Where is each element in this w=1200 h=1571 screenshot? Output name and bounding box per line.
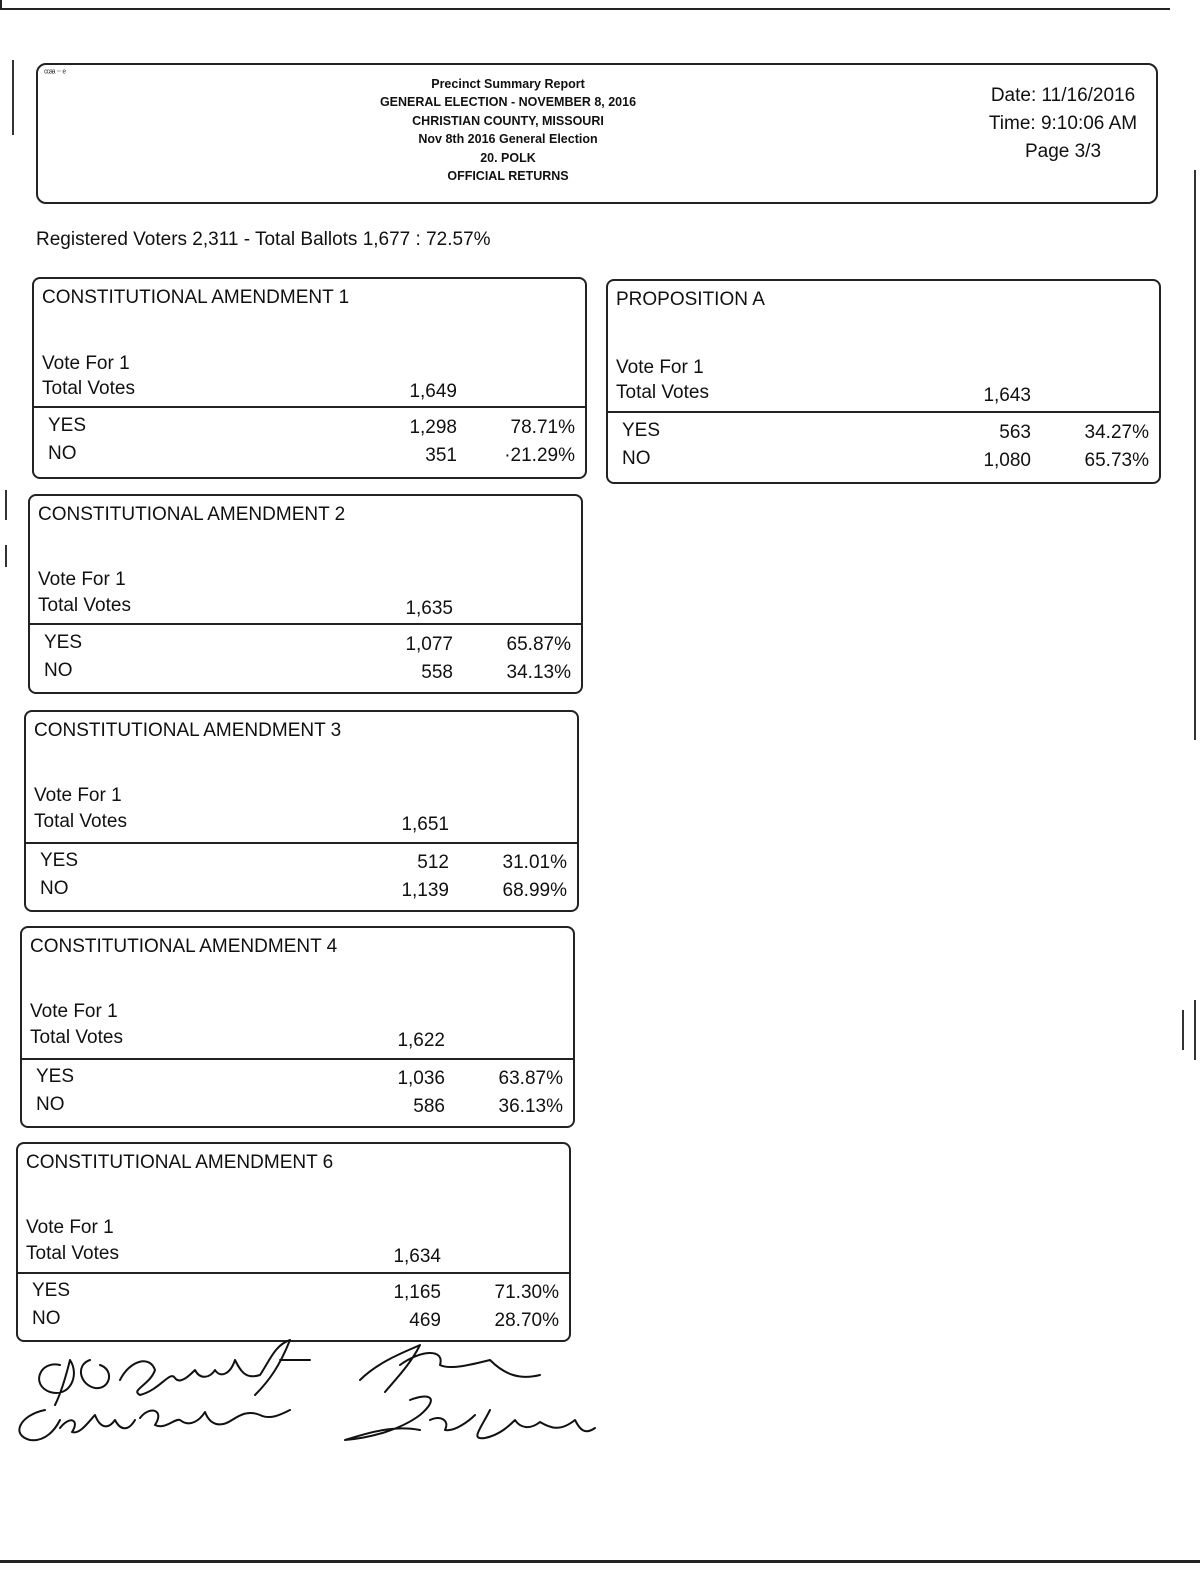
total-votes-label: Total Votes	[42, 378, 135, 399]
contest-title: CONSTITUTIONAL AMENDMENT 1	[42, 287, 350, 308]
scan-mark-left-1	[12, 60, 14, 135]
choice-percent: 36.13%	[498, 1096, 563, 1117]
choice-row-yes	[44, 632, 571, 658]
total-votes-label: Total Votes	[26, 1243, 119, 1264]
election-name: Nov 8th 2016 General Election	[418, 132, 598, 147]
choice-label: NO	[48, 443, 77, 464]
report-date: Date: 11/16/2016	[990, 85, 1136, 106]
total-votes-value: 1,643	[983, 385, 1031, 406]
choice-votes: 1,298	[409, 417, 457, 438]
choice-label: NO	[36, 1094, 65, 1115]
scan-border-bottom	[0, 1560, 1200, 1567]
total-votes-value: 1,634	[393, 1246, 441, 1267]
choice-row-no	[40, 878, 567, 904]
choice-label: YES	[32, 1280, 71, 1301]
choice-votes: 558	[421, 662, 453, 683]
contest-amendment-6	[16, 1142, 571, 1342]
choice-percent: 31.01%	[502, 852, 567, 873]
choice-votes: 1,080	[983, 450, 1031, 471]
turnout-summary: Registered Voters 2,311 - Total Ballots 1,677 : 72.57%	[36, 229, 491, 250]
choice-label: YES	[48, 415, 87, 436]
choice-label: NO	[622, 448, 651, 469]
choice-percent: 68.99%	[502, 880, 567, 901]
choice-row-yes	[32, 1280, 559, 1306]
choice-percent: 71.30%	[494, 1282, 559, 1303]
contest-divider	[608, 411, 1159, 413]
choice-percent: 34.27%	[1084, 422, 1149, 443]
scan-mark-left-2	[5, 490, 7, 520]
choice-row-no	[44, 660, 571, 686]
vote-for-label: Vote For 1	[38, 569, 126, 590]
choice-votes: 469	[409, 1310, 441, 1331]
contest-divider	[26, 842, 577, 844]
total-votes-label: Total Votes	[30, 1027, 123, 1048]
choice-percent: 63.87%	[498, 1068, 563, 1089]
page-number: Page 3/3	[1024, 141, 1102, 162]
choice-votes: 351	[425, 445, 457, 466]
choice-row-yes	[36, 1066, 563, 1092]
choice-votes: 512	[417, 852, 449, 873]
header-center-block	[328, 75, 688, 185]
signature-3	[345, 1345, 595, 1440]
choice-votes: 1,036	[397, 1068, 445, 1089]
total-votes-label: Total Votes	[38, 595, 131, 616]
choice-label: YES	[44, 632, 83, 653]
choice-row-no	[48, 443, 575, 469]
contest-title: CONSTITUTIONAL AMENDMENT 2	[38, 504, 346, 525]
header-meta	[978, 82, 1148, 166]
contest-amendment-4	[20, 926, 575, 1128]
choice-percent: 65.87%	[506, 634, 571, 655]
scan-border-top	[0, 0, 1170, 10]
contest-amendment-3	[24, 710, 579, 912]
choice-percent: 78.71%	[510, 417, 575, 438]
total-votes-value: 1,651	[401, 814, 449, 835]
county-name: CHRISTIAN COUNTY, MISSOURI	[412, 113, 604, 128]
contest-divider	[18, 1272, 569, 1274]
choice-row-no	[622, 448, 1149, 474]
report-header	[36, 63, 1158, 204]
contest-divider	[22, 1058, 573, 1060]
contest-title: CONSTITUTIONAL AMENDMENT 4	[30, 936, 338, 957]
choice-votes: 1,139	[401, 880, 449, 901]
vote-for-label: Vote For 1	[42, 353, 130, 374]
contest-proposition-a	[606, 279, 1161, 484]
choice-row-yes	[48, 415, 575, 441]
vote-for-label: Vote For 1	[616, 357, 704, 378]
contest-divider	[30, 623, 581, 625]
choice-row-no	[36, 1094, 563, 1120]
choice-percent: 28.70%	[494, 1310, 559, 1331]
total-votes-label: Total Votes	[34, 811, 127, 832]
choice-percent: ·21.29%	[504, 445, 575, 466]
choice-label: NO	[32, 1308, 61, 1329]
returns-status: OFFICIAL RETURNS	[447, 169, 569, 184]
contest-amendment-1	[32, 277, 587, 479]
scan-mark-right-3	[1194, 1000, 1196, 1060]
vote-for-label: Vote For 1	[26, 1217, 114, 1238]
scan-mark-right-2	[1182, 1010, 1184, 1050]
contest-divider	[34, 406, 585, 408]
scan-mark-left-3	[5, 545, 7, 567]
election-title: GENERAL ELECTION - NOVEMBER 8, 2016	[379, 95, 637, 110]
total-votes-label: Total Votes	[616, 382, 709, 403]
header-corner-mark: ᶜᶜᵃᵃ ⁻ ᵉ	[44, 68, 66, 79]
total-votes-value: 1,635	[405, 598, 453, 619]
choice-label: YES	[622, 420, 661, 441]
vote-for-label: Vote For 1	[30, 1001, 118, 1022]
choice-row-yes	[40, 850, 567, 876]
choice-row-yes	[622, 420, 1149, 446]
choice-votes: 586	[413, 1096, 445, 1117]
choice-label: YES	[40, 850, 79, 871]
choice-votes: 1,077	[405, 634, 453, 655]
contest-title: CONSTITUTIONAL AMENDMENT 3	[34, 720, 342, 741]
signature-area	[0, 1320, 620, 1480]
precinct-name: 20. POLK	[480, 150, 536, 165]
total-votes-value: 1,649	[409, 381, 457, 402]
contest-title: PROPOSITION A	[616, 289, 765, 310]
signatures-drawing	[0, 1320, 620, 1480]
choice-label: NO	[44, 660, 73, 681]
signature-2	[19, 1410, 290, 1440]
report-title: Precinct Summary Report	[431, 77, 585, 91]
choice-label: NO	[40, 878, 69, 899]
scan-mark-right-1	[1194, 170, 1196, 740]
choice-percent: 34.13%	[506, 662, 571, 683]
choice-votes: 563	[999, 422, 1031, 443]
report-time: Time: 9:10:06 AM	[988, 113, 1138, 134]
signature-1	[39, 1340, 310, 1405]
contest-amendment-2	[28, 494, 583, 694]
vote-for-label: Vote For 1	[34, 785, 122, 806]
contest-title: CONSTITUTIONAL AMENDMENT 6	[26, 1152, 334, 1173]
total-votes-value: 1,622	[397, 1030, 445, 1051]
choice-percent: 65.73%	[1084, 450, 1149, 471]
choice-votes: 1,165	[393, 1282, 441, 1303]
choice-label: YES	[36, 1066, 75, 1087]
